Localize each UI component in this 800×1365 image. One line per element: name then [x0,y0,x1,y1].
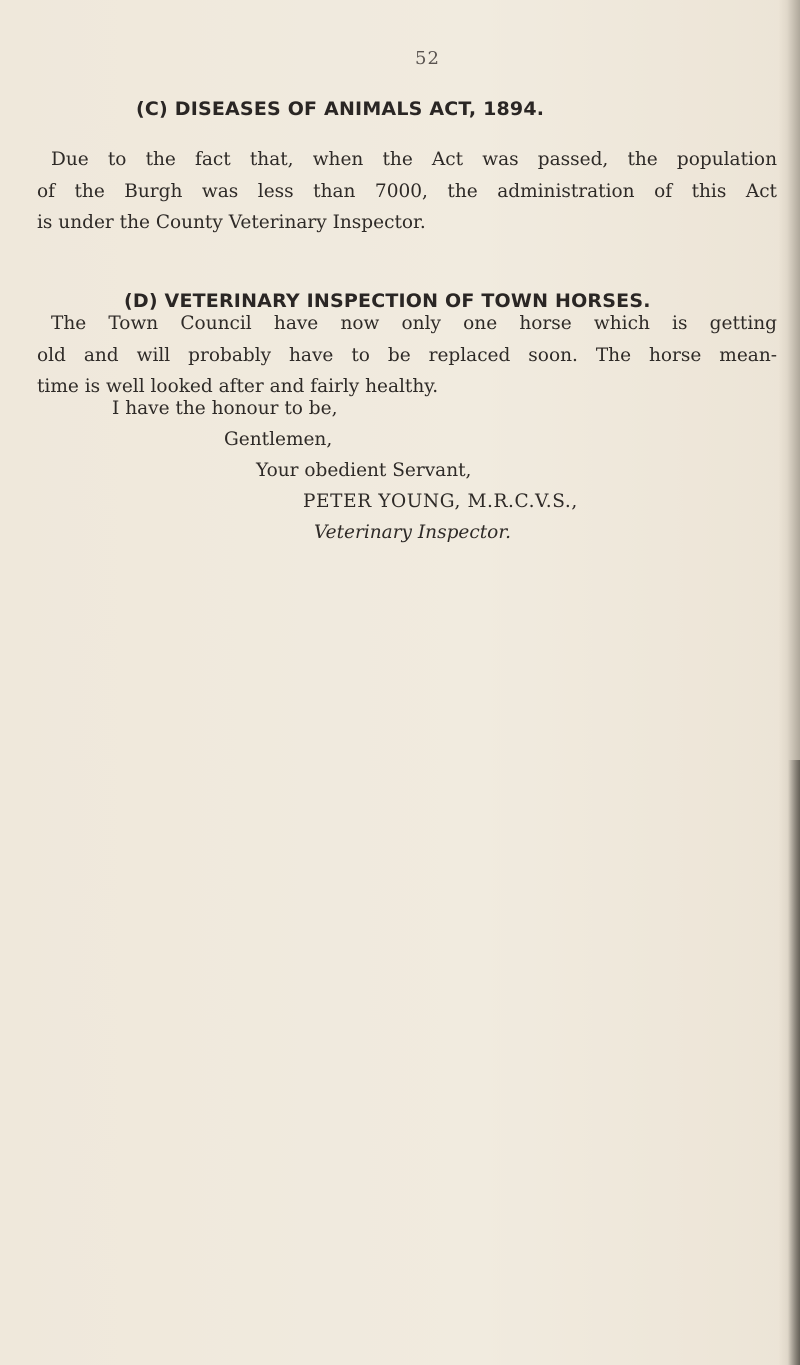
page-edge-shadow-dark [788,760,800,1365]
signatory-name: PETER YOUNG, M.R.C.V.S., [303,491,578,512]
section-c-paragraph [37,144,777,239]
section-c-heading: (C) DISEASES OF ANIMALS ACT, 1894. [136,98,545,120]
closing-salutation: Gentlemen, [224,429,333,450]
paragraph-line: is under the County Veterinary Inspector. [37,212,426,233]
paragraph-line: Due to the fact that, when the Act was passed, the population [51,149,777,170]
section-d-heading: (D) VETERINARY INSPECTION OF TOWN HORSES. [124,290,651,312]
paragraph-line: of the Burgh was less than 7000, the administration of this Act [37,180,777,202]
closing-servant: Your obedient Servant, [256,460,472,481]
closing-honour: I have the honour to be, [112,398,338,419]
signatory-title: Veterinary Inspector. [314,522,512,543]
paragraph-line: The Town Council have now only one horse which is getting [51,313,777,334]
paragraph-line: time is well looked after and fairly healthy. [37,376,439,397]
section-d-paragraph [37,308,777,403]
paragraph-line: old and will probably have to be replaced soon. The horse mean- [37,344,777,366]
page-number: 52 [415,48,440,69]
